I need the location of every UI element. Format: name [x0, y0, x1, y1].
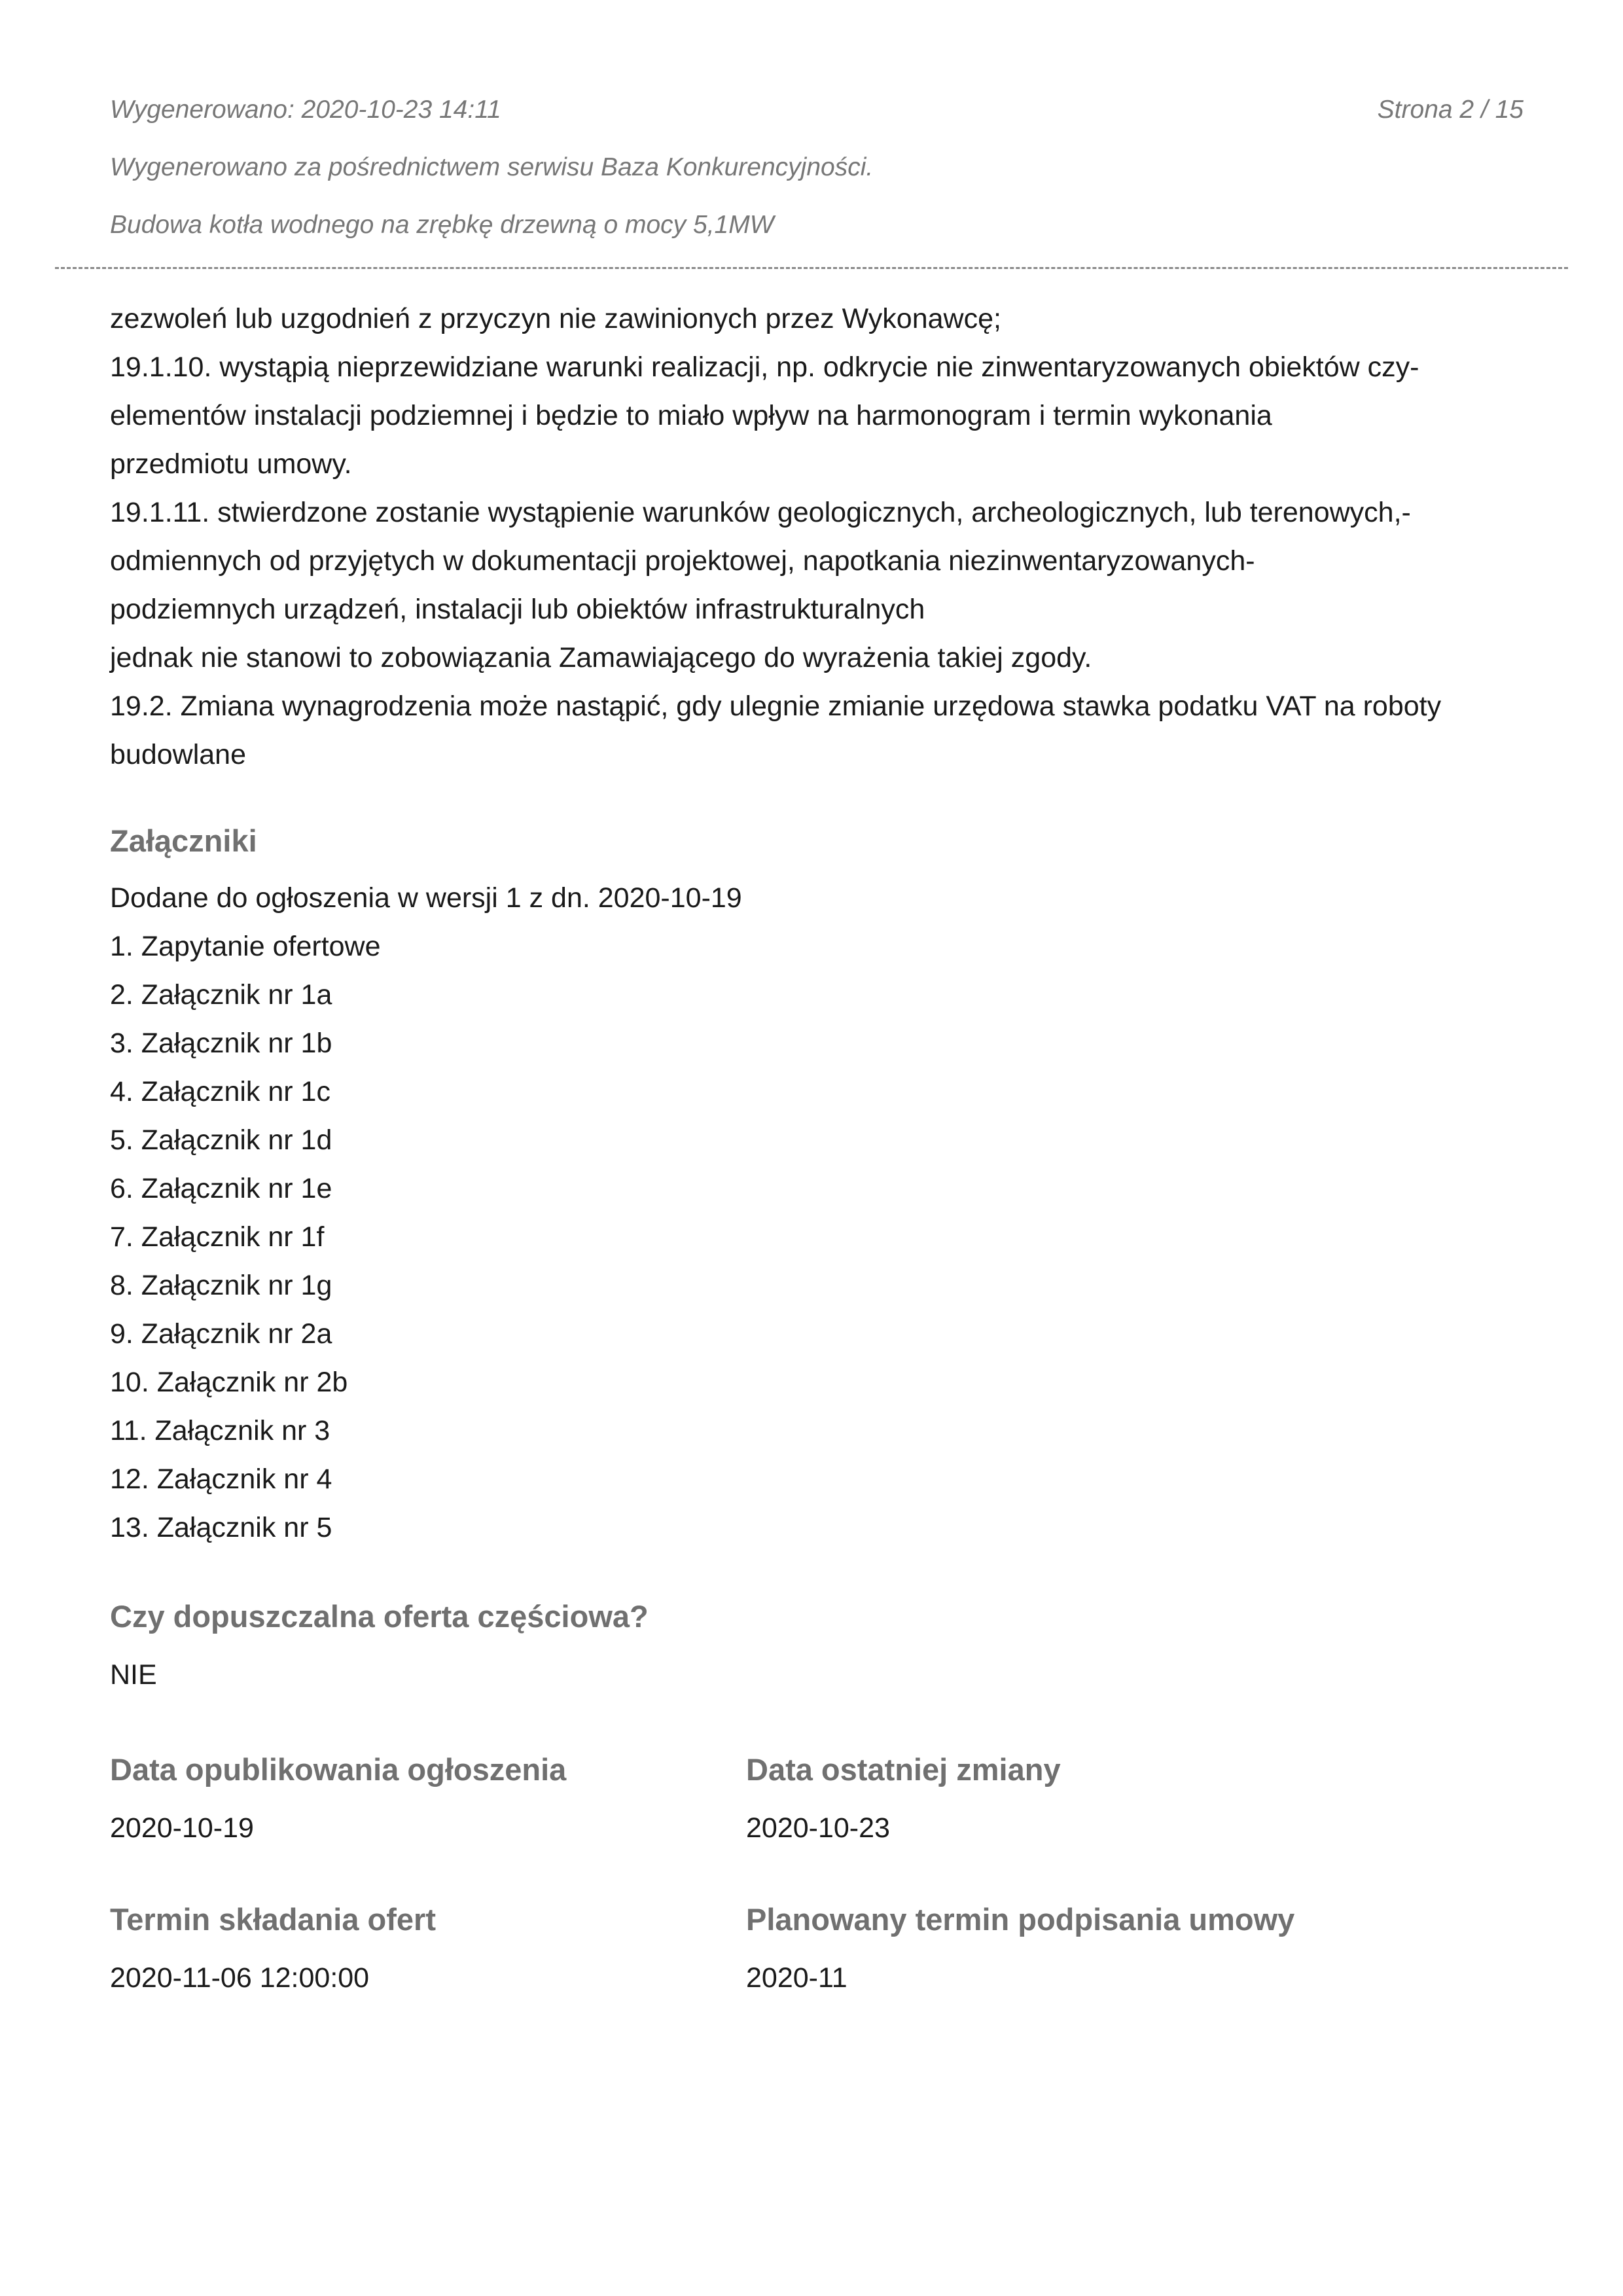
body-line: elementów instalacji podziemnej i będzie to miało wpływ na harmonogram i termin wykonania — [110, 400, 1272, 431]
offer-deadline-label: Termin składania ofert — [110, 1902, 436, 1937]
attachment-item: 8. Załącznik nr 1g — [110, 1270, 332, 1301]
body-line: 19.1.11. stwierdzone zostanie wystąpienie warunków geologicznych, archeologicznych, lub terenowych,- — [110, 497, 1411, 528]
body-line: 19.1.10. wystąpią nieprzewidziane warunki realizacji, np. odkrycie nie zinwentaryzowanych obiektów czy- — [110, 351, 1419, 383]
body-line: podziemnych urządzeń, instalacji lub obiektów infrastrukturalnych — [110, 594, 925, 625]
attachment-item: 11. Załącznik nr 3 — [110, 1415, 330, 1446]
attachment-item: 5. Załącznik nr 1d — [110, 1124, 332, 1156]
contract-signing-label: Planowany termin podpisania umowy — [746, 1902, 1295, 1937]
attachment-item: 2. Załącznik nr 1a — [110, 979, 332, 1011]
body-text — [110, 295, 1524, 779]
attachments-heading: Załączniki — [110, 823, 257, 858]
header-divider — [55, 267, 1568, 269]
body-line: odmiennych od przyjętych w dokumentacji projektowej, napotkania niezinwentaryzowanych- — [110, 545, 1255, 577]
contract-signing-field — [746, 1893, 1294, 2002]
attachments-list — [110, 922, 742, 1552]
document-title: Budowa kotła wodnego na zrębkę drzewną o mocy 5,1MW — [110, 211, 774, 239]
attachments-section — [110, 815, 742, 1552]
body-line: zezwoleń lub uzgodnień z przyczyn nie zawinionych przez Wykonawcę; — [110, 303, 1001, 334]
page-header — [110, 93, 1524, 266]
page-number: Strona 2 / 15 — [1377, 96, 1524, 124]
attachment-item: 3. Załącznik nr 1b — [110, 1028, 332, 1059]
body-line: przedmiotu umowy. — [110, 448, 352, 480]
body-line: jednak nie stanowi to zobowiązania Zamawiającego do wyrażenia takiej zgody. — [110, 642, 1092, 673]
attachment-item: 7. Załącznik nr 1f — [110, 1221, 325, 1253]
attachment-item: 6. Załącznik nr 1e — [110, 1173, 332, 1204]
published-date-value: 2020-10-19 — [110, 1812, 254, 1844]
attachments-version-note: Dodane do ogłoszenia w wersji 1 z dn. 2020-10-19 — [110, 882, 742, 914]
generated-source: Wygenerowano za pośrednictwem serwisu Baza Konkurencyjności. — [110, 153, 874, 181]
generated-timestamp: Wygenerowano: 2020-10-23 14:11 — [110, 96, 501, 124]
partial-offer-heading: Czy dopuszczalna oferta częściowa? — [110, 1599, 649, 1634]
attachment-item: 1. Zapytanie ofertowe — [110, 931, 381, 962]
body-line: budowlane — [110, 739, 247, 770]
partial-offer-value: NIE — [110, 1659, 157, 1691]
attachment-item: 12. Załącznik nr 4 — [110, 1463, 332, 1495]
last-change-label: Data ostatniej zmiany — [746, 1752, 1061, 1787]
attachment-item: 4. Załącznik nr 1c — [110, 1076, 330, 1107]
body-line: 19.2. Zmiana wynagrodzenia może nastąpić, gdy ulegnie zmianie urzędowa stawka podatku VAT na roboty — [110, 691, 1442, 722]
contract-signing-value: 2020-11 — [746, 1962, 847, 1994]
attachment-item: 10. Załącznik nr 2b — [110, 1367, 348, 1398]
published-date-label: Data opublikowania ogłoszenia — [110, 1752, 567, 1787]
partial-offer-section — [110, 1590, 649, 1699]
attachment-item: 13. Załącznik nr 5 — [110, 1512, 332, 1543]
last-change-field — [746, 1744, 1061, 1852]
offer-deadline-value: 2020-11-06 12:00:00 — [110, 1962, 370, 1994]
offer-deadline-field — [110, 1893, 436, 2002]
last-change-value: 2020-10-23 — [746, 1812, 890, 1844]
attachment-item: 9. Załącznik nr 2a — [110, 1318, 332, 1350]
published-date-field — [110, 1744, 566, 1852]
